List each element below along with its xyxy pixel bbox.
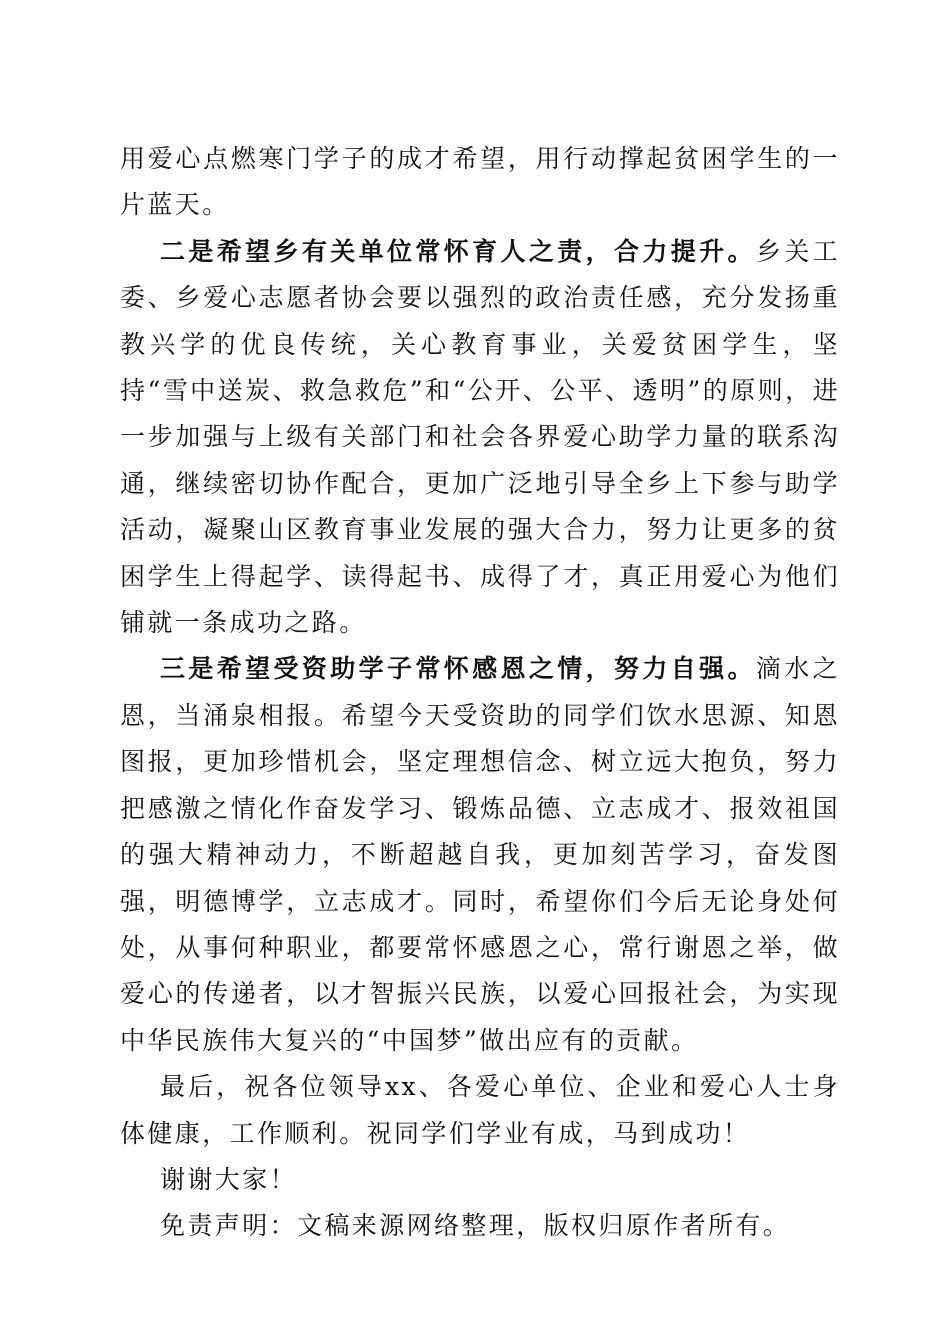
document-page	[120, 136, 840, 1250]
paragraph-3	[120, 646, 840, 1064]
paragraph-5: 谢谢大家！	[160, 1164, 298, 1194]
disclaimer: 免责声明：文稿来源网络整理，版权归原作者所有。	[160, 1211, 791, 1241]
paragraph-1: 用爱心点燃寒门学子的成才希望，用行动撑起贫困学生的一片蓝天。	[120, 144, 840, 220]
paragraph-2	[120, 229, 840, 647]
paragraph-2-lead: 二是希望乡有关单位常怀育人之责，合力提升。	[160, 236, 756, 266]
paragraph-3-body: 滴水之恩，当涌泉相报。希望今天受资助的同学们饮水思源、知恩图报，更加珍惜机会，坚定理想信念、树立远大抱负，努力把感激之情化作奋发学习、锻炼品德、立志成才、报效祖国的强大精神动力，不断超越自我，更加刻苦学习，奋发图强，明德博学，立志成才。同时，希望你们今后无论身处何处，从事何种职业，都要常怀感恩之心，常行谢恩之举，做爱心的传递者，以才智振兴民族，以爱心回报社会，为实现中华民族伟大复兴的“中国梦”做出应有的贡献。	[120, 654, 841, 1055]
paragraph-4: 最后，祝各位领导xx、各爱心单位、企业和爱心人士身体健康，工作顺利。祝同学们学业有成，马到成功！	[120, 1072, 840, 1148]
paragraph-3-lead: 三是希望受资助学子常怀感恩之情，努力自强。	[160, 654, 756, 684]
paragraph-2-body: 乡关工委、乡爱心志愿者协会要以强烈的政治责任感，充分发扬重教兴学的优良传统，关心教育事业，关爱贫困学生，坚持“雪中送炭、救急救危”和“公开、公平、透明”的原则，进一步加强与上级有关部门和社会各界爱心助学力量的联系沟通，继续密切协作配合，更加广泛地引导全乡上下参与助学活动，凝聚山区教育事业发展的强大合力，努力让更多的贫困学生上得起学、读得起书、成得了才，真正用爱心为他们铺就一条成功之路。	[120, 236, 841, 638]
